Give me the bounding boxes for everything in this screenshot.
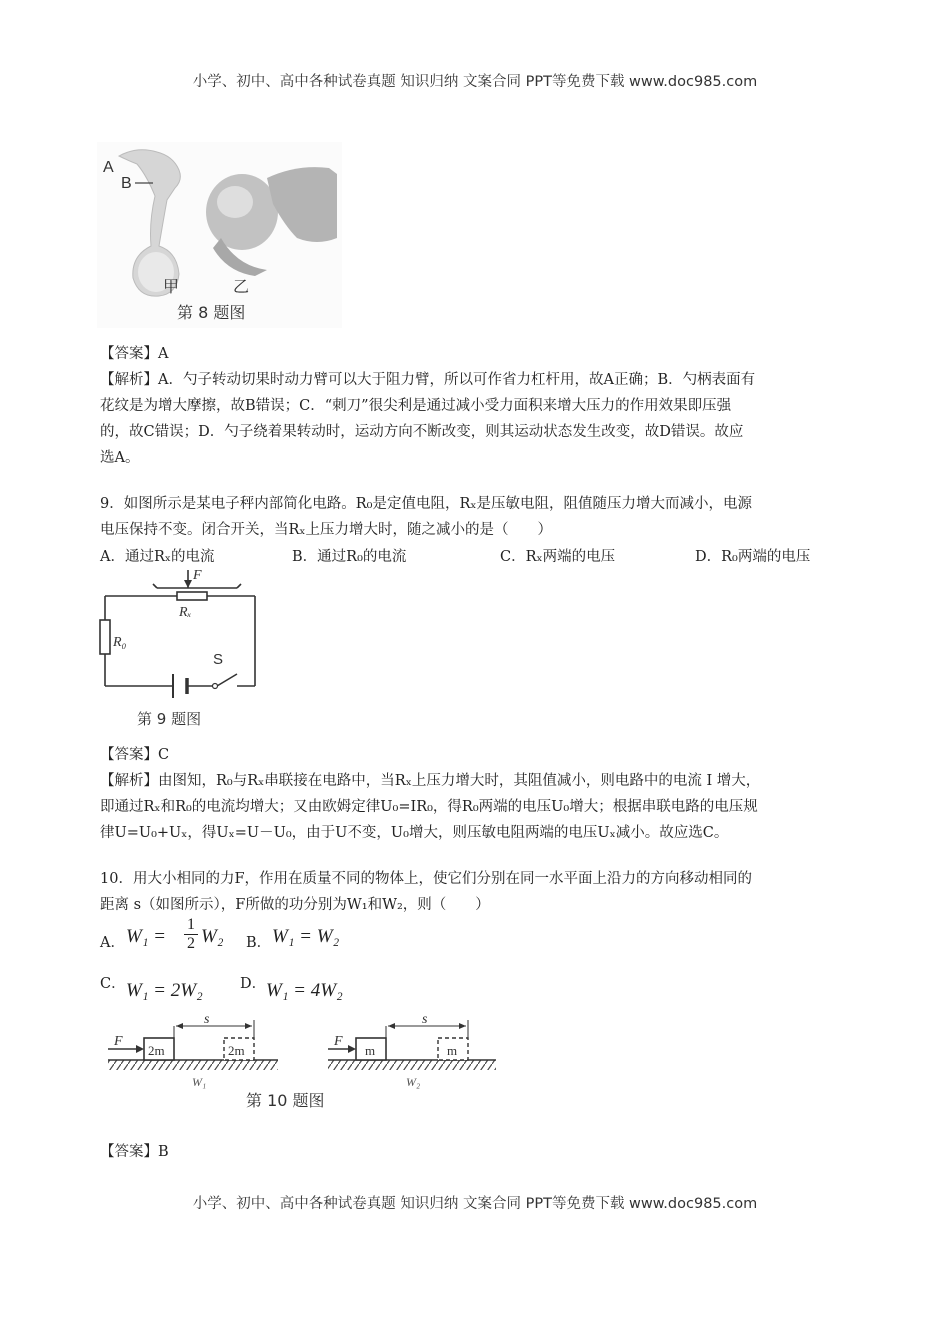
- battery: [173, 674, 187, 698]
- q10-stem-line-1: 10．用大小相同的力F，作用在质量不同的物体上，使它们分别在同一水平面上沿力的方向移动相同的: [100, 871, 753, 887]
- q9-analysis-line-1: 【解析】由图知，R₀与Rₓ串联接在电路中，当Rₓ上压力增大时，其阻值减小，则电路中的电流 I 增大，: [100, 773, 761, 789]
- label-jia: 甲: [163, 277, 180, 296]
- q10-figure: [100, 1014, 500, 1118]
- right-distance-label: s: [422, 1014, 428, 1027]
- page-header: 小学、初中、高中各种试卷真题 知识归纳 文案合同 PPT等免费下载 www.doc985.com: [192, 74, 758, 90]
- q8-figure: [97, 142, 342, 328]
- q10-figure-caption: 第 10 题图: [246, 1091, 325, 1110]
- q8-figure-caption: 第 8 题图: [177, 303, 246, 322]
- left-work-label: W₁: [192, 1075, 207, 1089]
- left-block-label: 2m: [148, 1043, 165, 1058]
- switch-s: [213, 684, 218, 689]
- q8-answer: 【答案】A: [100, 346, 169, 362]
- label-yi: 乙: [233, 277, 250, 296]
- q9-figure-caption: 第 9 题图: [137, 710, 202, 728]
- q10-option-a-lhs: W₁ =: [126, 926, 167, 947]
- q8-analysis-line-4: 选A。: [100, 450, 140, 466]
- q10-option-c-letter: C．: [100, 976, 126, 992]
- q8-analysis-line-1: 【解析】A．勺子转动切果时动力臂可以大于阻力臂，所以可作省力杠杆用，故A正确；B．勺柄表面有: [100, 372, 756, 388]
- q10-answer: 【答案】B: [100, 1144, 169, 1160]
- q10-option-d-letter: D．: [240, 976, 267, 992]
- q10-right-scene: [328, 1014, 496, 1089]
- q9-analysis-line-2: 即通过Rₓ和R₀的电流均增大；又由欧姆定律U₀=IR₀，得R₀两端的电压U₀增大；根据串联电路的电压规: [100, 799, 758, 815]
- q10-option-b-formula: W₁ = W₂: [272, 926, 340, 947]
- q8-analysis-line-3: 的，故C错误；D．勺子绕着果转动时，运动方向不断改变，则其运动状态发生改变，故D错误。故应: [100, 424, 744, 440]
- q10-stem-line-2: 距离 s（如图所示），F所做的功分别为W₁和W₂，则（ ）: [100, 897, 490, 913]
- right-work-label: W₂: [406, 1075, 421, 1089]
- resistor-rx: [177, 592, 207, 600]
- label-a: A: [103, 159, 114, 176]
- left-force-label: F: [114, 1034, 123, 1049]
- q9-circuit-figure: [97, 566, 262, 730]
- q9-option-c: C．Rₓ两端的电压: [500, 549, 616, 565]
- left-ghost-label: 2m: [228, 1043, 245, 1058]
- page-footer: 小学、初中、高中各种试卷真题 知识归纳 文案合同 PPT等免费下载 www.doc985.com: [192, 1196, 758, 1212]
- q9-option-d: D．R₀两端的电压: [695, 549, 811, 565]
- resistor-r0: [100, 620, 110, 654]
- label-f: F: [193, 568, 202, 583]
- q10-option-b-letter: B．: [246, 935, 272, 951]
- q9-stem-line-1: 9．如图所示是某电子秤内部简化电路。R₀是定值电阻，Rₓ是压敏电阻，阻值随压力增大而减小，电源: [100, 496, 753, 512]
- q10-option-a-letter: A．: [100, 935, 125, 951]
- q10-option-c-formula: W₁ = 2W₂: [126, 980, 203, 1001]
- right-ghost-label: m: [447, 1043, 458, 1058]
- q9-analysis-line-3: 律U=U₀+Uₓ，得Uₓ=U－U₀，由于U不变，U₀增大，则压敏电阻两端的电压Uₓ减小。故应选C。: [100, 825, 729, 841]
- q9-option-a: A．通过Rₓ的电流: [100, 549, 215, 565]
- label-rx: Rₓ: [179, 605, 192, 620]
- label-b: B: [121, 175, 132, 192]
- right-force-label: F: [334, 1034, 343, 1049]
- q9-stem-line-2: 电压保持不变。闭合开关，当Rₓ上压力增大时，随之减小的是（ ）: [100, 522, 553, 538]
- label-s: S: [213, 651, 224, 668]
- left-distance-label: s: [204, 1014, 210, 1027]
- q9-answer: 【答案】C: [100, 747, 170, 763]
- right-block-label: m: [365, 1043, 376, 1058]
- q10-option-a-numerator: 1: [187, 916, 195, 933]
- q10-option-a-denominator: 2: [187, 935, 195, 952]
- q10-option-d-formula: W₁ = 4W₂: [266, 980, 343, 1001]
- q9-option-b: B．通过R₀的电流: [292, 549, 407, 565]
- q8-analysis-line-2: 花纹是为增大摩擦，故B错误；C．“刺刀”很尖利是通过减小受力面积来增大压力的作用效果即压强: [100, 398, 732, 414]
- q10-option-a-rhs: W₂: [201, 926, 224, 947]
- label-r0: R₀: [113, 635, 127, 650]
- q10-left-scene: [108, 1014, 278, 1089]
